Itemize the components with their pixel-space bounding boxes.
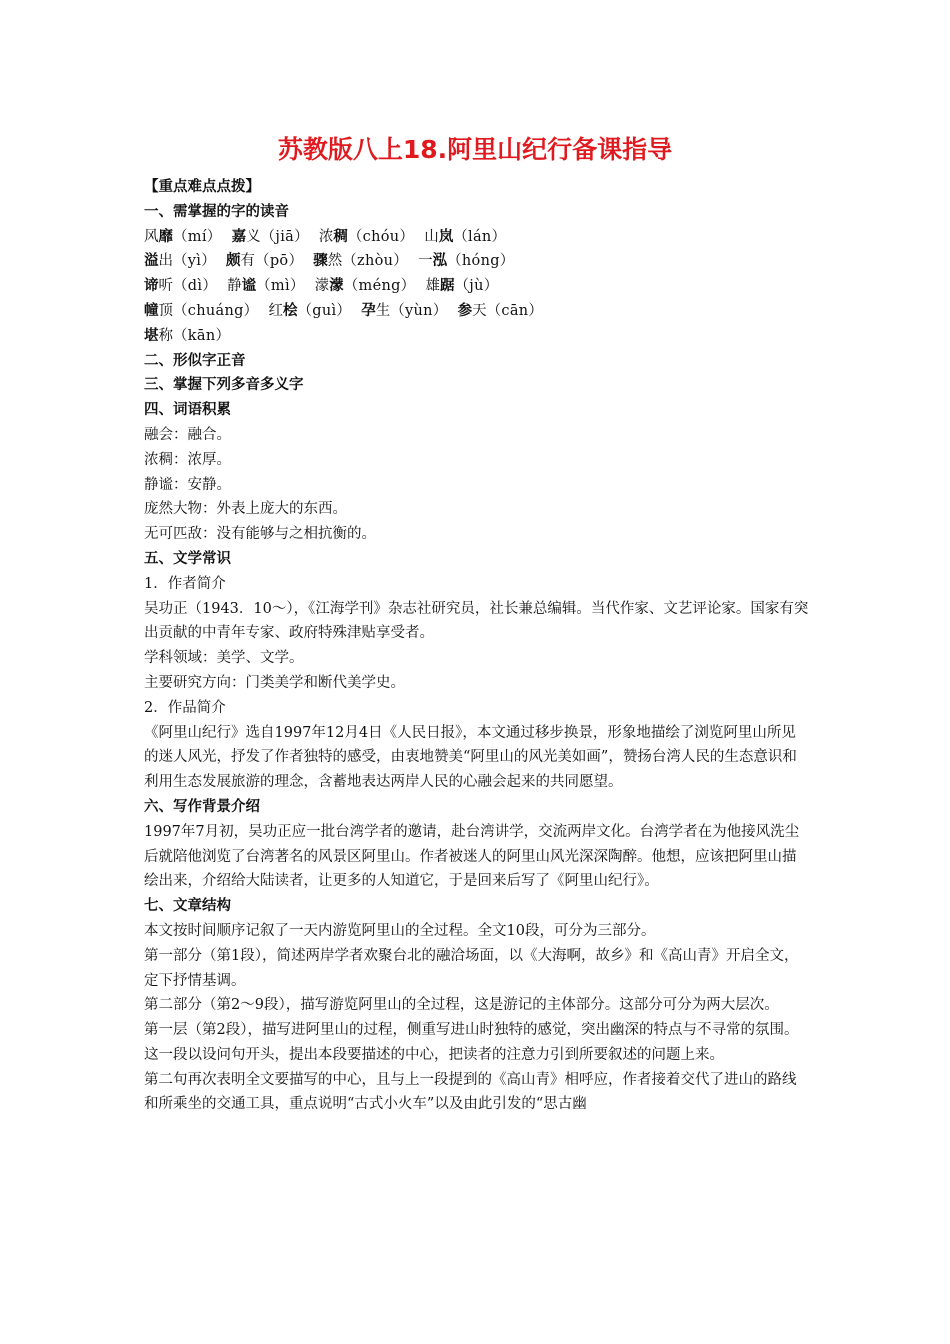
author-research: 主要研究方向：门类美学和断代美学史。: [144, 674, 405, 691]
structure-paragraph: 第二句再次表明全文要描写的中心，且与上一段提到的《高山青》相呼应，作者接着交代了进山的路线和所乘坐的交通工具，重点说明“古式小火车”以及由此引发的“思古幽: [144, 1071, 797, 1113]
pronunciation-row: [144, 324, 809, 349]
pronunciation-char: 濛: [329, 278, 344, 295]
pronunciation-char: 孕: [361, 302, 376, 319]
pronunciation-pinyin: （dì）: [173, 278, 218, 295]
pronunciation-pinyin: （cān）: [486, 302, 544, 319]
pronunciation-pinyin: （mí）: [173, 228, 222, 245]
pronunciation-context: 浓: [318, 228, 334, 245]
pronunciation-pinyin: （chuáng）: [173, 302, 259, 319]
document-body: [144, 175, 809, 1117]
pronunciation-char: 颇: [226, 253, 241, 270]
work-intro-heading: 2．作品简介: [144, 699, 226, 716]
pronunciation-pinyin: （mì）: [256, 278, 305, 295]
pronunciation-pinyin: （yì）: [173, 253, 217, 270]
pronunciation-context: 听: [158, 278, 173, 295]
pronunciation-item: [458, 303, 544, 319]
pronunciation-context: 顶: [158, 302, 173, 319]
pronunciation-item: [227, 278, 305, 294]
pronunciation-context: 静: [227, 278, 242, 295]
pronunciation-item: [313, 253, 408, 269]
pronunciation-char: 骤: [313, 253, 328, 270]
pronunciation-char: 谧: [241, 278, 257, 295]
pronunciation-pinyin: （pō）: [255, 253, 304, 270]
pronunciation-pinyin: （chóu）: [347, 228, 415, 245]
pronunciation-context: 山: [424, 228, 439, 245]
section-heading-structure: 七、文章结构: [144, 898, 231, 915]
pronunciation-char: 幢: [144, 302, 159, 319]
pronunciation-context: 出: [158, 253, 173, 270]
pronunciation-char: 溢: [144, 253, 159, 270]
section-heading-vocabulary: 四、词语积累: [144, 402, 231, 419]
vocab-item: 庞然大物：外表上庞大的东西。: [144, 501, 347, 518]
pronunciation-item: [226, 253, 303, 269]
pronunciation-item: [418, 253, 515, 269]
pronunciation-item: [232, 229, 309, 245]
pronunciation-row: [144, 225, 809, 250]
work-intro-paragraph: 《阿里山纪行》选自1997年12月4日《人民日报》，本文通过移步换景，形象地描绘了浏览阿里山所见的迷人风光，抒发了作者独特的感受，由衷地赞美“阿里山的风光美如画”，赞扬台湾人民的生态意识和利用生态发展旅游的理念，含蓄地表达两岸人民的心融会起来的共同愿望。: [144, 724, 797, 791]
document-title: 苏教版八上18.阿里山纪行备课指导: [277, 135, 673, 164]
pronunciation-pinyin: （hóng）: [447, 253, 515, 270]
pronunciation-char: 稠: [333, 228, 348, 245]
section-heading-pronunciation: 一、需掌握的字的读音: [144, 203, 289, 220]
vocab-item: 浓稠：浓厚。: [144, 451, 231, 468]
pronunciation-item: [144, 278, 217, 294]
pronunciation-context: 红: [268, 302, 283, 319]
pronunciation-context: 义: [246, 228, 261, 245]
pronunciation-item: [424, 229, 506, 245]
section-heading-similar-chars: 二、形似字正音: [144, 352, 246, 369]
section-heading-literature: 五、文学常识: [144, 550, 231, 567]
section-heading-polyphones: 三、掌握下列多音多义字: [144, 377, 304, 394]
pronunciation-pinyin: （méng）: [343, 278, 416, 295]
pronunciation-pinyin: （yùn）: [390, 302, 448, 319]
structure-paragraph: 第一部分（第1段），简述两岸学者欢聚台北的融洽场面，以《大海啊，故乡》和《高山青》开启全文，定下抒情基调。: [144, 947, 799, 989]
pronunciation-char: 泓: [432, 253, 448, 270]
pronunciation-row: [144, 299, 809, 324]
pronunciation-context: 然: [327, 253, 343, 270]
pronunciation-item: [315, 278, 416, 294]
pronunciation-char: 靡: [158, 228, 173, 245]
pronunciation-pinyin: （jù）: [454, 278, 499, 295]
pronunciation-item: [144, 253, 216, 269]
pronunciation-char: 堪: [144, 327, 159, 344]
pronunciation-pinyin: （jiā）: [260, 228, 309, 245]
pronunciation-item: [425, 278, 498, 294]
structure-paragraph: 第二部分（第2～9段），描写游览阿里山的全过程，这是游记的主体部分。这部分可分为两大层次。: [144, 997, 779, 1014]
pronunciation-char: 踞: [439, 278, 455, 295]
section-heading-background: 六、写作背景介绍: [144, 798, 260, 815]
pronunciation-char: 嘉: [231, 228, 247, 245]
structure-paragraph: 第一层（第2段），描写进阿里山的过程，侧重写进山时独特的感觉，突出幽深的特点与不寻常的氛围。: [144, 1022, 799, 1039]
vocab-item: 融会：融合。: [144, 426, 231, 443]
pronunciation-char: 参: [457, 302, 473, 319]
pronunciation-item: [144, 303, 258, 319]
pronunciation-context: 有: [240, 253, 256, 270]
structure-paragraph: 本文按时间顺序记叙了一天内游览阿里山的全过程。全文10段，可分为三部分。: [144, 922, 656, 939]
pronunciation-item: [144, 328, 230, 344]
pronunciation-row: [144, 249, 809, 274]
vocab-item: 无可匹敌：没有能够与之相抗衡的。: [144, 526, 376, 543]
background-paragraph: 1997年7月初，吴功正应一批台湾学者的邀请，赴台湾讲学，交流两岸文化。台湾学者在为他接风洗尘后就陪他浏览了台湾著名的风景区阿里山。作者被迷人的阿里山风光深深陶醉。他想，应该把阿里山描绘出来，介绍给大陆读者，让更多的人知道它，于是回来后写了《阿里山纪行》。: [144, 823, 800, 890]
pronunciation-context: 濛: [314, 278, 330, 295]
pronunciation-row: [144, 274, 809, 299]
pronunciation-item: [361, 303, 447, 319]
pronunciation-pinyin: （lán）: [453, 228, 507, 245]
pronunciation-context: 称: [158, 327, 173, 344]
structure-paragraph: 这一段以设问句开头，提出本段要描述的中心，把读者的注意力引到所要叙述的问题上来。: [144, 1046, 724, 1063]
pronunciation-item: [144, 229, 222, 245]
pronunciation-context: 天: [472, 302, 487, 319]
pronunciation-char: 谛: [144, 278, 159, 295]
pronunciation-pinyin: （zhòu）: [342, 253, 409, 270]
pronunciation-item: [319, 229, 414, 245]
pronunciation-pinyin: （kān）: [173, 327, 231, 344]
author-intro-paragraph: 吴功正（1943．10～），《江海学刊》杂志社研究员，社长兼总编辑。当代作家、文艺评论家。国家有突出贡献的中青年专家、政府特殊津贴享受者。: [144, 600, 809, 642]
author-field: 学科领域：美学、文学。: [144, 650, 304, 667]
pronunciation-context: 风: [144, 228, 159, 245]
pronunciation-context: 雄: [425, 278, 440, 295]
vocab-item: 静谧：安静。: [144, 476, 231, 493]
author-intro-heading: 1．作者简介: [144, 575, 226, 592]
pronunciation-context: 生: [375, 302, 391, 319]
pronunciation-context: 一: [418, 253, 433, 270]
key-points-heading: 【重点难点点拨】: [144, 179, 260, 195]
pronunciation-item: [268, 303, 351, 319]
pronunciation-char: 桧: [282, 302, 298, 319]
pronunciation-list: [144, 225, 809, 349]
pronunciation-pinyin: （guì）: [297, 302, 352, 319]
pronunciation-char: 岚: [438, 228, 454, 245]
